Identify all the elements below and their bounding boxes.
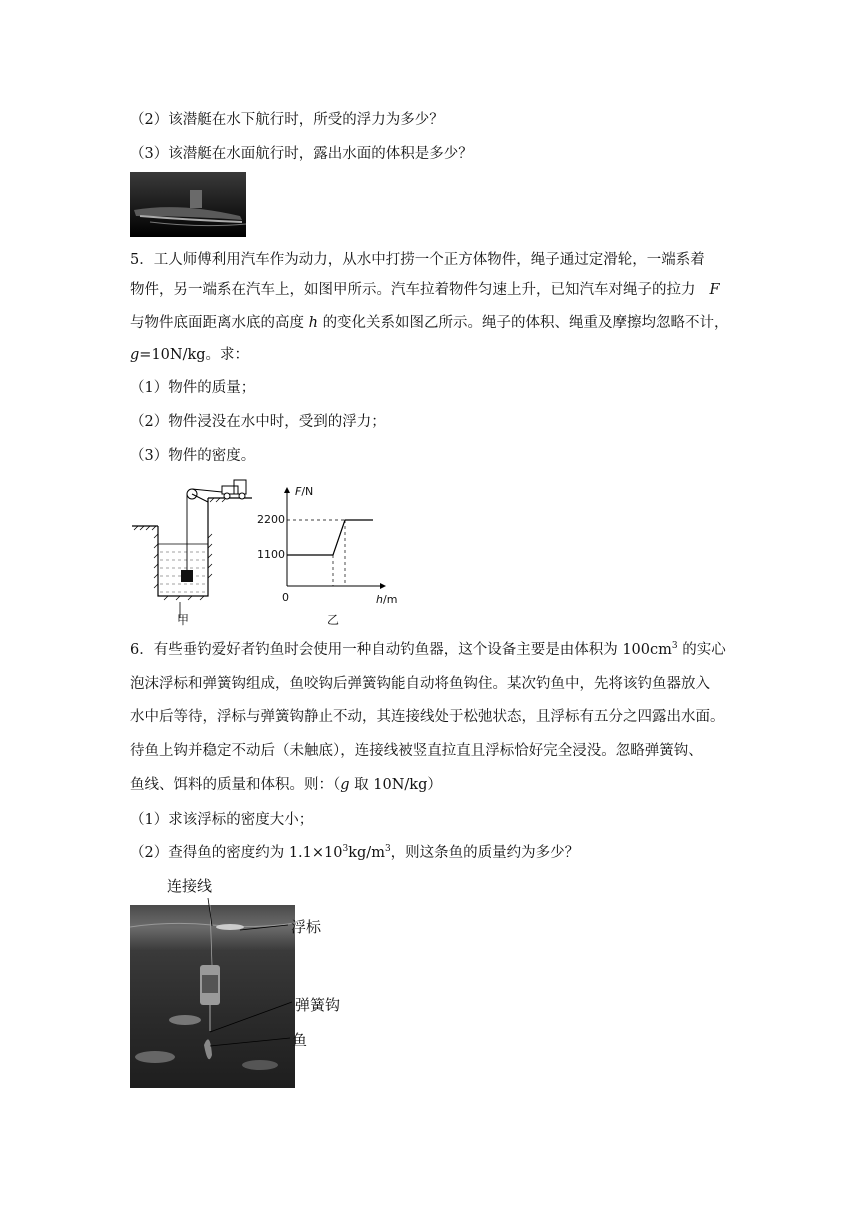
graph-xlabel [376, 590, 397, 610]
figure-yi-label: 乙 [327, 613, 340, 627]
q6-line5 [130, 775, 442, 795]
graph-origin: 0 [282, 591, 289, 604]
q5-g-symbol: g [130, 347, 140, 363]
graph-ytick-2200: 2200 [257, 513, 285, 526]
q5-height-symbol: h [308, 315, 318, 331]
q6-sub1: （1）求该浮标的密度大小； [130, 812, 314, 828]
label-fish: 鱼 [292, 1031, 308, 1049]
q5-sub1: （1）物件的质量； [130, 380, 256, 396]
q6-line1-text: 6．有些垂钓爱好者钓鱼时会使用一种自动钓鱼器，这个设备主要是由体积为 100cm [130, 642, 672, 658]
graph-ytick-1100: 1100 [257, 548, 285, 561]
graph-xlabel-unit: /m [382, 593, 398, 606]
label-connecting-line: 连接线 [167, 877, 213, 895]
label-float: 浮标 [291, 918, 322, 936]
q6-line1-text-b: 的实心 [677, 642, 726, 658]
q5-line3 [130, 313, 729, 333]
q6-line1-sup: 3 [671, 641, 678, 652]
q6-line4: 待鱼上钩并稳定不动后（未触底），连接线被竖直拉直且浮标恰好完全浸没。忽略弹簧钩、 [130, 743, 703, 759]
label-leader-lines [200, 890, 310, 1050]
figure-jia-label: 甲 [177, 613, 190, 627]
q5-sub2: （2）物件浸没在水中时，受到的浮力； [130, 414, 386, 430]
q5-sub3: （3）物件的密度。 [130, 448, 256, 464]
q6-line5-text-b: 取 10N/kg） [349, 777, 442, 793]
q6-sub2-unit: kg/m [348, 845, 385, 861]
q6-line1 [130, 640, 726, 660]
q4-sub3: （3）该潜艇在水面航行时，露出水面的体积是多少？ [130, 146, 473, 162]
q5-line1: 5．工人师傅利用汽车作为动力，从水中打捞一个正方体物件，绳子通过定滑轮，一端系着 [130, 252, 705, 268]
graph-ylabel-symbol: F [295, 485, 302, 498]
q6-sub2-text: （2）查得鱼的密度约为 1.1×10 [130, 845, 343, 861]
label-spring-hook: 弹簧钩 [295, 996, 341, 1014]
q6-sub2 [130, 843, 579, 863]
q5-line2 [130, 280, 720, 300]
q5-line2-text: 物件，另一端系在汽车上，如图甲所示。汽车拉着物件匀速上升，已知汽车对绳子的拉力 [130, 282, 696, 298]
q5-line4-text: =10N/kg。求： [139, 347, 250, 363]
q4-sub2: （2）该潜艇在水下航行时，所受的浮力为多少？ [130, 112, 444, 128]
q5-force-symbol: F [709, 282, 720, 298]
figure-yi-graph [255, 478, 405, 608]
q5-line3-text-b: 的变化关系如图乙所示。绳子的体积、绳重及摩擦均忽略不计， [322, 315, 729, 331]
submarine-photo [130, 172, 246, 237]
q6-g-symbol: g [340, 777, 350, 793]
q6-line2: 泡沫浮标和弹簧钩组成，鱼咬钩后弹簧钩能自动将鱼钩住。某次钓鱼中，先将该钓鱼器放入 [130, 676, 710, 692]
q6-sub2-text-c: ，则这条鱼的质量约为多少？ [390, 845, 580, 861]
q6-line5-text: 鱼线、饵料的质量和体积。则：（ [130, 777, 341, 793]
q6-line3: 水中后等待，浮标与弹簧钩静止不动，其连接线处于松弛状态，且浮标有五分之四露出水面。 [130, 709, 725, 725]
q5-line3-text-a: 与物件底面距离水底的高度 [130, 315, 304, 331]
q6-sub2-sup: 3 [342, 844, 349, 855]
graph-xlabel-symbol: h [376, 593, 383, 606]
q5-line4 [130, 345, 249, 365]
graph-ylabel-unit: /N [301, 485, 314, 498]
figure-jia [130, 478, 260, 628]
q6-sub2-sup2: 3 [384, 844, 391, 855]
graph-ylabel [295, 482, 313, 502]
